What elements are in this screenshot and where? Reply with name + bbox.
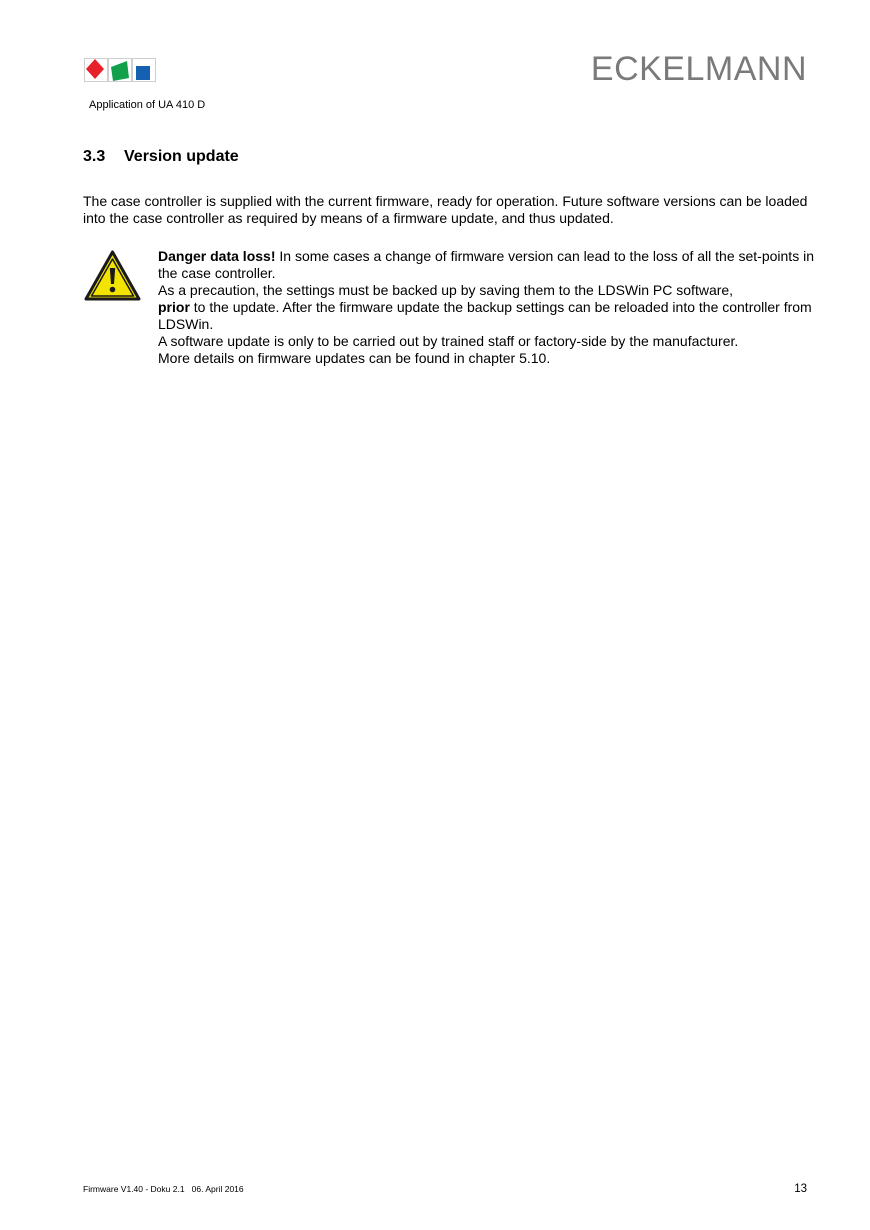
section-heading [83,147,239,167]
warning-lead [158,248,818,282]
footer-doc-info: Firmware V1.40 - Doku 2.1 06. April 2016 [83,1184,244,1194]
warning-prior-rest: to the update. After the firmware update the backup settings can be reloaded into the controller from LDSWin. [158,299,812,332]
warning-prior-line [158,299,818,333]
document-subtitle: Application of UA 410 D [89,99,206,111]
warning-lead-rest: In some cases a change of firmware version can lead to the loss of all the set-points in the case controller. [158,248,814,281]
warning-staff-line: A software update is only to be carried out by trained staff or factory-side by the manufacturer. [158,333,739,349]
warning-text-block [158,248,818,367]
warning-triangle-icon [84,250,141,302]
logo-squares-icon [84,58,156,82]
warning-precaution: As a precaution, the settings must be backed up by saving them to the LDSWin PC software, [158,282,734,298]
warning-lead-bold: Danger data loss! [158,248,276,264]
company-logo [84,58,156,82]
section-number: 3.3 [83,148,106,165]
intro-paragraph: The case controller is supplied with the current firmware, ready for operation. Future software versions can be loaded into the case controller as required by means of a firmware update, and thus updated. [83,193,808,226]
warning-chapter-ref: More details on firmware updates can be found in chapter 5.10. [158,350,551,366]
section-title: Version update [124,148,239,165]
warning-prior-bold: prior [158,299,190,315]
footer-page-number: 13 [794,1183,807,1195]
brand-wordmark: ECKELMANN [590,50,807,88]
